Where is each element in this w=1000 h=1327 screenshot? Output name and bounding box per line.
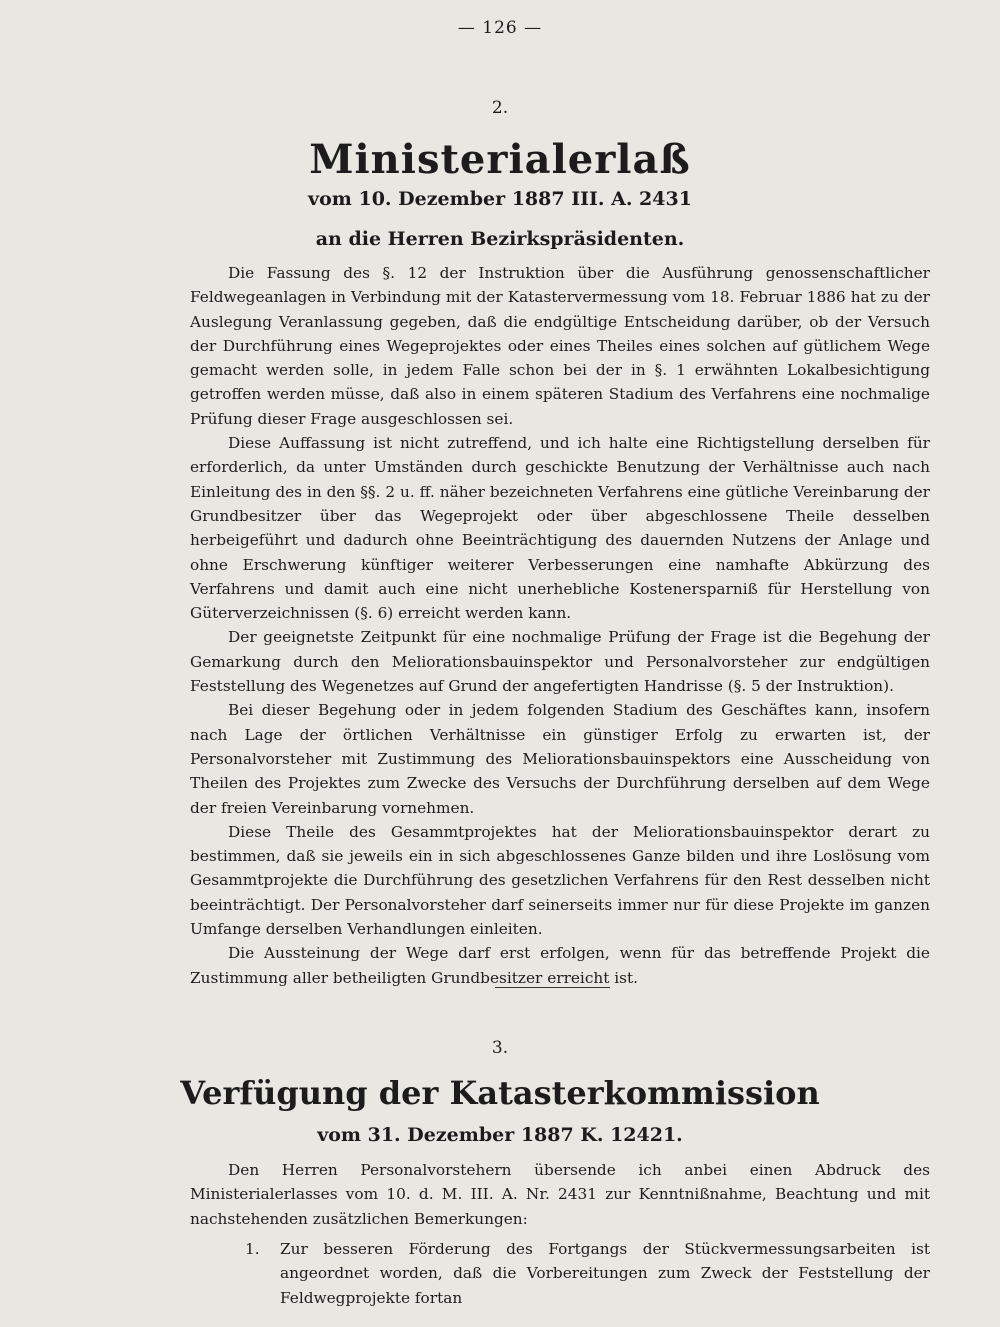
paragraph: Diese Auffassung ist nicht zutreffend, und ich halte eine Richtigstellung derselben für erforderlich, da unter Umständen durch geschickte Benutzung der Verhältnisse auch nach Einleitung des in den §§. 2 u. ff. näher bezeichneten Verfahrens eine gütliche Vereinbarung der Grundbesitzer über das Wegeprojekt oder über abgeschlossene Theile desselben herbeigeführt und dadurch ohne Beeinträchtigung des dauernden Nutzens der Anlage und ohne Erschwerung künftiger weiterer Verbesserungen eine namhafte Abkürzung des Verfahrens und damit auch eine nicht unerhebliche Kostenersparniß für Herstellung von Güterverzeichnissen (§. 6) erreicht werden kann.: [190, 434, 930, 623]
section-title: Verfügung der Katasterkommission: [180, 1074, 820, 1112]
paragraph: Den Herren Personalvorstehern übersende ich anbei einen Abdruck des Ministerialerlasses vom 10. d. M. III. A. Nr. 2431 zur Kenntnißnahme, Beachtung und mit nachstehenden zusätzlichen Bemerkungen:: [190, 1161, 930, 1228]
section-number: 3.: [491, 1038, 509, 1058]
list-item: [190, 1237, 930, 1310]
numbered-list: [190, 1237, 930, 1310]
section-intro: [190, 1158, 930, 1231]
section-addressee: an die Herren Bezirkspräsidenten.: [315, 228, 685, 250]
paragraph: Diese Theile des Gesammtprojektes hat der Meliorationsbauinspektor derart zu bestimmen, daß sie jeweils ein in sich abgeschlossenes Ganze bilden und ihre Loslösung vom Gesammtprojekte die Durchführung des gesetzlichen Verfahrens für den Rest desselben nicht beeinträchtigt. Der Personalvorsteher darf seinerseits immer nur für diese Projekte im ganzen Umfange derselben Verhandlungen einleiten.: [190, 822, 930, 939]
section-number: 2.: [491, 98, 509, 118]
section-body: [190, 261, 930, 990]
section-divider: [495, 987, 610, 988]
paragraph: Der geeignetste Zeitpunkt für eine nochmalige Prüfung der Frage ist die Begehung der Gemarkung durch den Meliorationsbauinspektor und Personalvorsteher zur endgültigen Feststellung des Wegenetzes auf Grund der angefertigten Handrisse (§. 5 der Instruktion).: [190, 628, 930, 696]
paragraph: Die Aussteinung der Wege darf erst erfolgen, wenn für das betreffende Projekt die Zustimmung aller betheiligten Grundbesitzer erreicht ist.: [190, 944, 930, 987]
paragraph: Bei dieser Begehung oder in jedem folgenden Stadium des Geschäftes kann, insofern nach Lage der örtlichen Verhältnisse ein günstiger Erfolg zu erwarten ist, der Personalvorsteher mit Zustimmung des Meliorationsbauinspektors eine Ausscheidung von Theilen des Projektes zum Zwecke des Versuchs der Durchführung derselben auf dem Wege der freien Vereinbarung vornehmen.: [190, 701, 930, 817]
list-item-text: Zur besseren Förderung des Fortgangs der Stückvermessungsarbeiten ist angeordnet worden, daß die Vorbereitungen zum Zweck der Feststellung der Feldwegprojekte fortan: [280, 1240, 930, 1307]
section-title: Ministerialerlaß: [309, 136, 691, 183]
page-number: — 126 —: [457, 18, 543, 38]
section-subtitle: vom 31. Dezember 1887 K. 12421.: [317, 1124, 683, 1146]
list-item-number: 1.: [245, 1240, 260, 1258]
section-subtitle: vom 10. Dezember 1887 III. A. 2431: [308, 188, 692, 210]
paragraph: Die Fassung des §. 12 der Instruktion über die Ausführung genossenschaftlicher Feldwegeanlagen in Verbindung mit der Katastervermessung vom 18. Februar 1886 hat zu der Auslegung Veranlassung gegeben, daß die endgültige Entscheidung darüber, ob der Versuch der Durchführung eines Wegeprojektes oder eines Theiles eines solchen auf gütlichem Wege gemacht werden solle, in jedem Falle schon bei der in §. 1 erwähnten Lokalbesichtigung getroffen werden müsse, daß also in einem späteren Stadium des Verfahrens eine nochmalige Prüfung dieser Frage ausgeschlossen sei.: [190, 264, 930, 428]
